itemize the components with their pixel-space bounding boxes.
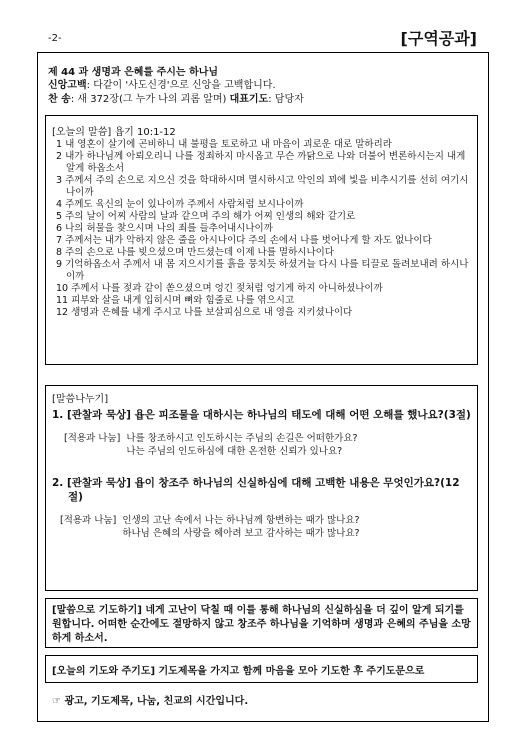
application-tag: [적용과 나눔] — [64, 433, 121, 444]
scripture-label: [오늘의 말씀] — [52, 127, 112, 138]
application-1 — [64, 432, 471, 458]
verse: 1 내 영혼이 살기에 곤비하니 내 불평을 토로하고 내 마음이 괴로운 대로 말하리라 — [56, 139, 392, 150]
scripture-box — [45, 115, 478, 365]
prayer-box: [말씀으로 기도하기] 네게 고난이 닥칠 때 이를 통해 하나님의 신실하심을 더 깊이 알게 되기를 원합니다. 어떠한 순간에도 절망하지 않고 창조주 하나님을 기억하며 생명과 은혜의 주님을 소망하게 하소서. — [45, 598, 478, 648]
hymn-line — [48, 94, 304, 106]
sharing-box — [45, 385, 478, 591]
leader-text: : 담당자 — [268, 94, 304, 105]
verse: 4 주께도 육신의 눈이 있나이까 주께서 사람처럼 보시나이까 — [56, 199, 304, 210]
application-2 — [60, 514, 471, 540]
question-1: 1. [관찰과 묵상] 욥은 피조물을 대하시는 하나님의 태도에 대해 어떤 오해를 했나요?(3절) — [52, 409, 471, 421]
closing-box: [오늘의 기도와 주기도] 기도제목을 가지고 함께 마음을 모아 기도한 후 주기도문으로 — [45, 655, 478, 683]
verse: 5 주의 날이 어찌 사람의 날과 같으며 주의 해가 어찌 인생의 해와 같기로 — [56, 211, 356, 222]
creed-line — [48, 80, 276, 92]
verse: 7 주께서는 내가 악하지 않은 줄을 아시나이다 주의 손에서 나를 벗어나게 할 자도 없나이다 — [56, 235, 432, 246]
notice-text: ☞ 광고, 기도제목, 나눔, 친교의 시간입니다. — [52, 696, 249, 707]
application-line: 하나님 은혜의 사랑을 헤아려 보고 감사하는 때가 많나요? — [122, 528, 360, 539]
verse: 9 기억하옵소서 주께서 내 몸 지으시기를 흙을 뭉치듯 하셨거늘 다시 나를 티끌로 돌려보내려 하시나이까 — [56, 259, 469, 282]
verse: 6 나의 허물을 찾으시며 나의 죄를 들추어내시나이까 — [56, 223, 273, 234]
sharing-label: [말씀나누기] — [52, 394, 109, 405]
verse: 3 주께서 주의 손으로 지으신 것을 학대하시며 멸시하시고 악인의 꾀에 빛을 비추시기를 선히 여기시나이까 — [56, 175, 469, 198]
verse-list — [52, 139, 471, 319]
application-tag: [적용과 나눔] — [60, 515, 117, 526]
section-tag: [구역공과] — [400, 29, 477, 48]
application-line: 나를 창조하시고 인도하시는 주님의 손길은 어떠한가요? — [126, 433, 358, 444]
creed-text: : 다같이 '사도신경'으로 신앙을 고백합니다. — [86, 80, 276, 91]
hymn-text: : 새 372장(그 누가 나의 괴롬 알며) — [70, 94, 227, 105]
scripture-reference: 욥기 10:1-12 — [111, 127, 176, 138]
verse: 2 내가 하나님께 아뢰오리니 나를 정죄하지 마시옵고 무슨 까닭으로 나와 더불어 변론하시는지 내게 알게 하옵소서 — [56, 151, 466, 174]
hymn-label: 찬 송 — [48, 94, 71, 105]
lesson-title: 제 44 과 생명과 은혜를 주시는 하나님 — [48, 67, 219, 78]
verse: 11 피부와 살을 내게 입히시며 뼈와 힘줄로 나를 엮으시고 — [56, 295, 295, 306]
creed-label: 신앙고백 — [48, 80, 87, 91]
verse: 12 생명과 은혜를 내게 주시고 나를 보살피심으로 내 영을 지키셨나이다 — [56, 307, 353, 318]
application-line: 인생의 고난 속에서 나는 하나님께 항변하는 때가 많나요? — [122, 515, 360, 526]
page-number: -2- — [48, 33, 62, 44]
question-2: 2. [관찰과 묵상] 욥이 창조주 하나님의 신실하심에 대해 고백한 내용은 무엇인가요?(12절) — [52, 477, 460, 503]
verse: 10 주께서 나를 젖과 같이 쏟으셨으며 엉긴 젖처럼 엉기게 하지 아니하셨나이까 — [56, 283, 383, 294]
application-line: 나는 주님의 인도하심에 대한 온전한 신뢰가 있나요? — [126, 446, 343, 457]
verse: 8 주의 손으로 나를 빚으셨으며 만드셨는데 이제 나를 멸하시나이다 — [56, 247, 334, 258]
leader-label: 대표기도 — [229, 94, 269, 105]
